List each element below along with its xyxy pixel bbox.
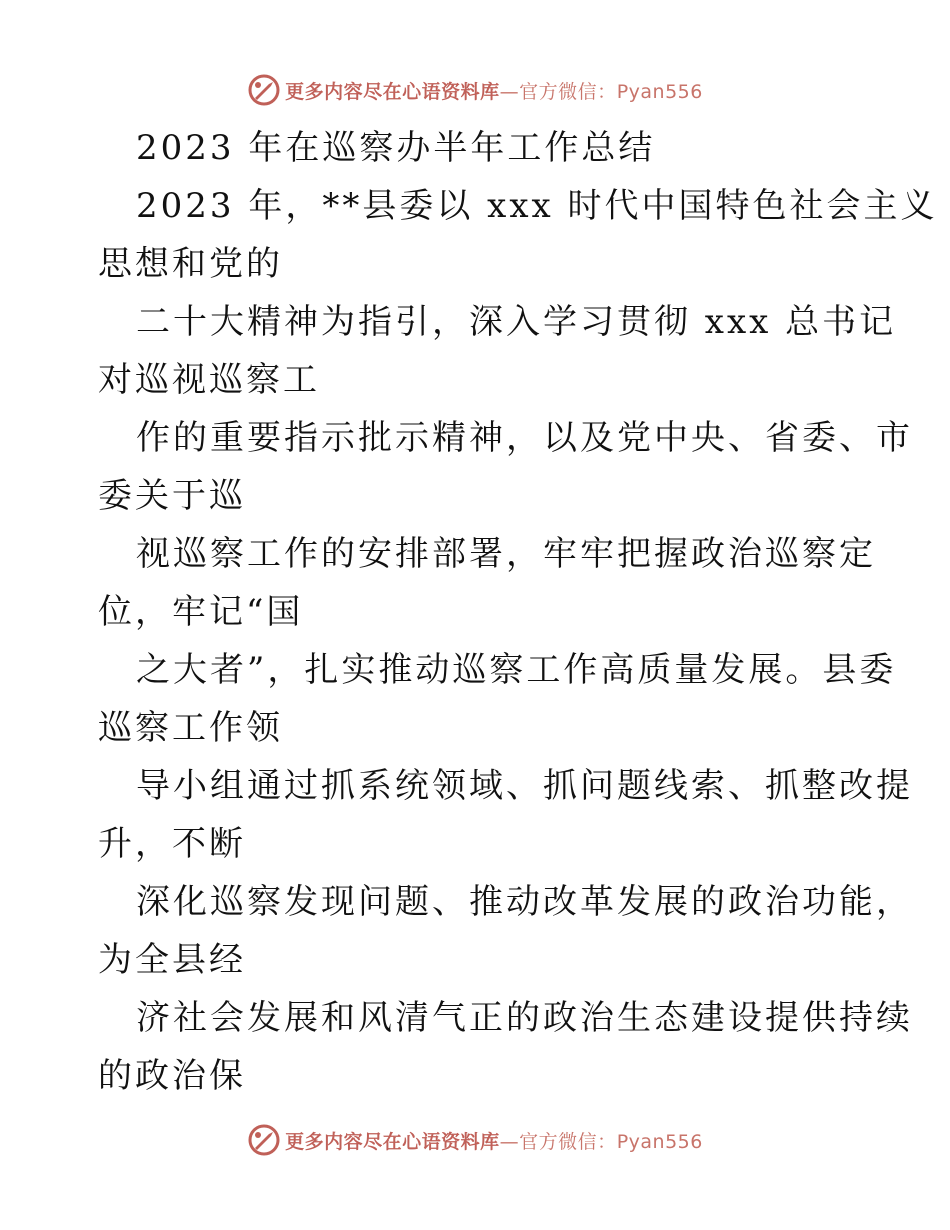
- paragraph-line: 二十大精神为指引，深入学习贯彻 xxx 总书记: [136, 302, 897, 342]
- paragraph-line: 之大者”，扎实推动巡察工作高质量发展。县委: [136, 650, 897, 690]
- paragraph-line: 导小组通过抓系统领域、抓问题线索、抓整改提: [136, 766, 913, 806]
- logo-icon: [247, 1123, 281, 1157]
- logo-icon: [247, 73, 281, 107]
- document-title: 2023 年在巡察办半年工作总结: [136, 128, 656, 168]
- paragraph-line: 思想和党的: [98, 244, 283, 284]
- paragraph-line: 对巡视巡察工: [98, 360, 320, 400]
- paragraph-line: 视巡察工作的安排部署，牢牢把握政治巡察定: [136, 534, 876, 574]
- paragraph-line: 委关于巡: [98, 476, 246, 516]
- paragraph-line: 2023 年，**县委以 xxx 时代中国特色社会主义: [136, 186, 938, 226]
- paragraph-line: 作的重要指示批示精神，以及党中央、省委、市: [136, 418, 913, 458]
- paragraph-line: 的政治保: [98, 1056, 246, 1096]
- paragraph-line: 位，牢记“国: [98, 592, 304, 632]
- paragraph-line: 升，不断: [98, 824, 246, 864]
- watermark-banner-top: [0, 70, 950, 110]
- paragraph-line: 深化巡察发现问题、推动改革发展的政治功能，: [136, 882, 913, 922]
- watermark-text: 更多内容尽在心语资料库—官方微信：Pyan556: [285, 80, 703, 103]
- watermark-text: 更多内容尽在心语资料库—官方微信：Pyan556: [285, 1130, 703, 1153]
- paragraph-line: 济社会发展和风清气正的政治生态建设提供持续: [136, 998, 913, 1038]
- watermark-banner-bottom: [0, 1120, 950, 1160]
- paragraph-line: 巡察工作领: [98, 708, 283, 748]
- paragraph-line: 为全县经: [98, 940, 246, 980]
